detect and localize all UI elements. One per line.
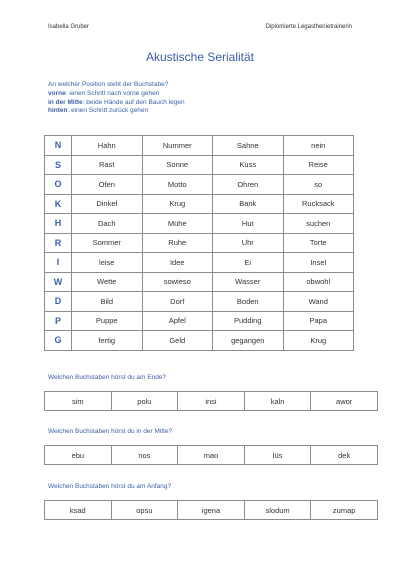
row-letter: S bbox=[45, 155, 72, 175]
table-row bbox=[45, 136, 354, 156]
table-row bbox=[45, 331, 354, 351]
word-cell: Idee bbox=[142, 253, 213, 273]
pseudoword-cell: kaln bbox=[244, 392, 311, 411]
word-cell: Rast bbox=[72, 155, 143, 175]
word-cell: Krug bbox=[142, 194, 213, 214]
word-cell: nein bbox=[283, 136, 354, 156]
table-row bbox=[45, 311, 354, 331]
table-row bbox=[45, 292, 354, 312]
word-cell: Rucksack bbox=[283, 194, 354, 214]
pseudoword-cell: nos bbox=[111, 446, 178, 465]
row-letter: N bbox=[45, 136, 72, 156]
pseudoword-cell: insi bbox=[178, 392, 245, 411]
word-cell: fertig bbox=[72, 331, 143, 351]
table-row bbox=[45, 446, 378, 465]
word-cell: Ei bbox=[213, 253, 284, 273]
word-cell: sowieso bbox=[142, 272, 213, 292]
exercise-middle-table bbox=[44, 445, 378, 465]
word-cell: Mühe bbox=[142, 214, 213, 234]
word-cell: Uhr bbox=[213, 233, 284, 253]
instruction-front-key: vorne bbox=[48, 89, 66, 97]
word-cell: Boden bbox=[213, 292, 284, 312]
word-cell: Reise bbox=[283, 155, 354, 175]
word-cell: gegangen bbox=[213, 331, 284, 351]
instruction-back-key: hinten bbox=[48, 107, 68, 115]
page-title: Akustische Serialität bbox=[145, 50, 255, 64]
table-row bbox=[45, 175, 354, 195]
word-cell: Nummer bbox=[142, 136, 213, 156]
word-cell: Ohren bbox=[213, 175, 284, 195]
table-row bbox=[45, 253, 354, 273]
word-cell: Geld bbox=[142, 331, 213, 351]
table-row bbox=[45, 214, 354, 234]
word-cell: Sahne bbox=[213, 136, 284, 156]
pseudoword-cell: zumap bbox=[311, 501, 378, 520]
instruction-middle-key: in der Mitte bbox=[48, 98, 83, 106]
row-letter: I bbox=[45, 253, 72, 273]
instructions bbox=[48, 81, 185, 116]
table-row bbox=[45, 233, 354, 253]
row-letter: G bbox=[45, 331, 72, 351]
instruction-middle bbox=[48, 99, 185, 108]
word-cell: leise bbox=[72, 253, 143, 273]
question-end: Welchen Buchstaben hörst du am Ende? bbox=[48, 374, 167, 381]
word-cell: Wette bbox=[72, 272, 143, 292]
row-letter: W bbox=[45, 272, 72, 292]
word-cell: Kuss bbox=[213, 155, 284, 175]
word-cell: Pudding bbox=[213, 311, 284, 331]
row-letter: K bbox=[45, 194, 72, 214]
word-cell: Dorf bbox=[142, 292, 213, 312]
pseudoword-cell: dek bbox=[311, 446, 378, 465]
word-cell: Hahn bbox=[72, 136, 143, 156]
pseudoword-cell: sim bbox=[45, 392, 112, 411]
word-cell: Wand bbox=[283, 292, 354, 312]
word-cell: Sonne bbox=[142, 155, 213, 175]
word-cell: Wasser bbox=[213, 272, 284, 292]
header-profession: Diplomierte Legasthenietrainerin bbox=[265, 24, 352, 30]
word-cell: Bank bbox=[213, 194, 284, 214]
word-cell: Insel bbox=[283, 253, 354, 273]
table-row bbox=[45, 194, 354, 214]
pseudoword-cell: igena bbox=[178, 501, 245, 520]
word-cell: Dinkel bbox=[72, 194, 143, 214]
pseudoword-cell: mao bbox=[178, 446, 245, 465]
row-letter: P bbox=[45, 311, 72, 331]
exercise-end-table bbox=[44, 391, 378, 411]
pseudoword-cell: slodum bbox=[244, 501, 311, 520]
question-start: Welchen Buchstaben hörst du am Anfang? bbox=[48, 483, 172, 490]
instruction-front-text: : einen Schritt nach vorne gehen bbox=[65, 89, 160, 97]
pseudoword-cell: ksad bbox=[45, 501, 112, 520]
word-cell: so bbox=[283, 175, 354, 195]
instruction-back-text: : einen Schritt zurück gehen bbox=[67, 107, 149, 115]
word-cell: obwohl bbox=[283, 272, 354, 292]
table-row bbox=[45, 272, 354, 292]
row-letter: R bbox=[45, 233, 72, 253]
pseudoword-cell: polu bbox=[111, 392, 178, 411]
word-cell: Dach bbox=[72, 214, 143, 234]
pseudoword-cell: awor bbox=[311, 392, 378, 411]
question-middle: Welchen Buchstaben hörst du in der Mitte? bbox=[48, 428, 173, 435]
pseudoword-cell: ebu bbox=[45, 446, 112, 465]
instruction-question: An welcher Position steht der Buchstabe? bbox=[48, 81, 169, 88]
header-author: Isabella Gruber bbox=[48, 24, 90, 30]
instruction-back bbox=[48, 107, 185, 116]
row-letter: D bbox=[45, 292, 72, 312]
pseudoword-cell: opsu bbox=[111, 501, 178, 520]
word-cell: Krug bbox=[283, 331, 354, 351]
word-cell: Torte bbox=[283, 233, 354, 253]
pseudoword-cell: lüs bbox=[244, 446, 311, 465]
word-cell: Motto bbox=[142, 175, 213, 195]
word-cell: Papa bbox=[283, 311, 354, 331]
word-cell: Ofen bbox=[72, 175, 143, 195]
word-cell: Bild bbox=[72, 292, 143, 312]
row-letter: O bbox=[45, 175, 72, 195]
table-row bbox=[45, 392, 378, 411]
word-cell: Puppe bbox=[72, 311, 143, 331]
word-cell: suchen bbox=[283, 214, 354, 234]
table-row bbox=[45, 155, 354, 175]
word-cell: Hut bbox=[213, 214, 284, 234]
table-row bbox=[45, 501, 378, 520]
exercise-start-table bbox=[44, 500, 378, 520]
letter-word-table bbox=[44, 135, 354, 351]
word-cell: Ruhe bbox=[142, 233, 213, 253]
instruction-middle-text: : beide Hände auf den Bauch legen bbox=[82, 98, 185, 106]
row-letter: H bbox=[45, 214, 72, 234]
word-cell: Apfel bbox=[142, 311, 213, 331]
instruction-front bbox=[48, 90, 185, 99]
word-cell: Sommer bbox=[72, 233, 143, 253]
